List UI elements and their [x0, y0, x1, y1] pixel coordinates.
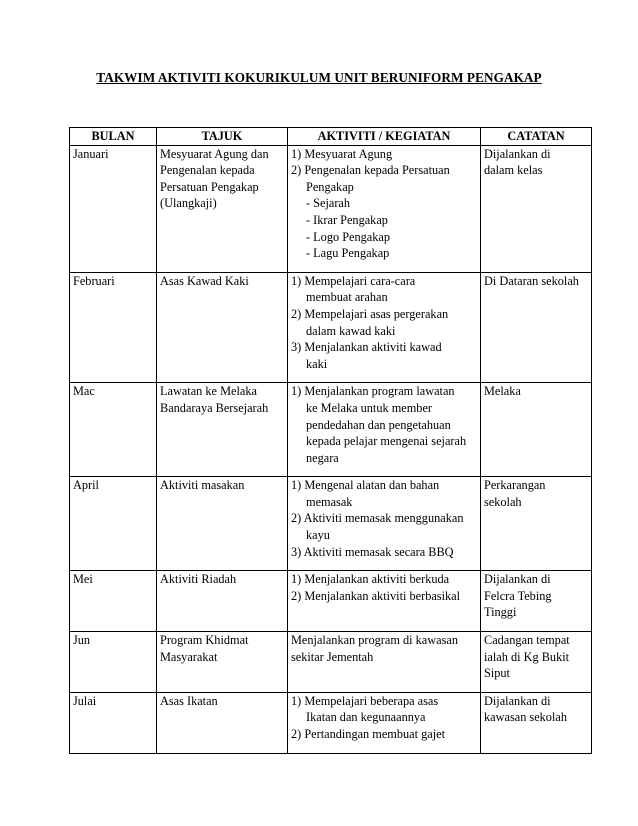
cell-tajuk: [157, 145, 288, 272]
cell-bulan: [70, 383, 157, 477]
activity-line: 1) Mengenal alatan dan bahan: [291, 478, 440, 493]
activity-line: 1) Mesyuarat Agung: [291, 146, 393, 161]
activity-schedule-table: [69, 127, 592, 754]
cell-bulan: [70, 571, 157, 632]
document-title: TAKWIM AKTIVITI KOKURIKULUM UNIT BERUNIFORM PENGAKAP: [96, 70, 542, 85]
cell-catatan: [481, 272, 592, 383]
cell-aktiviti: [288, 632, 481, 693]
activity-line: 2) Pertandingan membuat gajet: [291, 727, 446, 741]
cell-catatan: [481, 477, 592, 571]
cell-bulan: [70, 145, 157, 272]
activity-line: negara: [306, 450, 339, 465]
activity-line: dalam kawad kaki: [306, 323, 396, 338]
note-line: sekolah: [484, 494, 522, 509]
topic-line: Asas Kawad Kaki: [160, 273, 249, 288]
activity-line: Pengakap: [306, 179, 354, 194]
activity-line: 1) Menjalankan aktiviti berkuda: [291, 572, 450, 587]
cell-tajuk: [157, 632, 288, 693]
cell-aktiviti: [288, 383, 481, 477]
activity-line: membuat arahan: [306, 290, 388, 305]
note-line: Siput: [484, 666, 510, 681]
table-row: [70, 145, 592, 272]
activity-line: pendedahan dan pengetahuan: [306, 417, 451, 432]
cell-catatan: [481, 692, 592, 753]
note-line: Di Dataran sekolah: [484, 273, 579, 288]
month-text: Julai: [73, 693, 97, 708]
activity-line: Menjalankan program di kawasan: [291, 633, 458, 648]
month-text: Januari: [73, 146, 109, 161]
cell-catatan: [481, 632, 592, 693]
note-line: Perkarangan: [484, 478, 546, 493]
activity-line: ke Melaka untuk member: [306, 400, 433, 415]
table-row: [70, 272, 592, 383]
topic-line: Asas Ikatan: [160, 693, 218, 708]
table-row: [70, 477, 592, 571]
topic-line: Lawatan ke Melaka: [160, 384, 257, 399]
cell-aktiviti: [288, 477, 481, 571]
note-line: Tinggi: [484, 605, 517, 620]
cell-catatan: [481, 145, 592, 272]
cell-aktiviti: [288, 571, 481, 632]
note-line: Dijalankan di: [484, 693, 551, 708]
cell-aktiviti: [288, 692, 481, 753]
table-row: [70, 692, 592, 753]
activity-line: 2) Menjalankan aktiviti berbasikal: [291, 588, 461, 603]
cell-tajuk: [157, 477, 288, 571]
activity-line: kayu: [306, 528, 330, 543]
header-tajuk: TAJUK: [157, 128, 288, 146]
cell-aktiviti: [288, 145, 481, 272]
topic-line: Aktiviti Riadah: [160, 572, 237, 587]
activity-line: 2) Mempelajari asas pergerakan: [291, 306, 449, 321]
topic-line: Program Khidmat: [160, 633, 249, 648]
activity-line: 3) Aktiviti memasak secara BBQ: [291, 544, 454, 559]
note-line: ialah di Kg Bukit: [484, 649, 570, 664]
topic-line: (Ulangkaji): [160, 196, 217, 211]
topic-line: Persatuan Pengakap: [160, 179, 259, 194]
cell-aktiviti: [288, 272, 481, 383]
topic-line: Mesyuarat Agung dan: [160, 146, 269, 161]
activity-line: kepada pelajar mengenai sejarah: [306, 434, 467, 449]
activity-line: sekitar Jementah: [291, 649, 374, 664]
table-header-row: [70, 128, 592, 146]
topic-line: Pengenalan kepada: [160, 163, 255, 178]
cell-bulan: [70, 272, 157, 383]
header-catatan: CATATAN: [481, 128, 592, 146]
month-text: April: [73, 478, 99, 493]
activity-line: - Ikrar Pengakap: [306, 212, 388, 227]
topic-line: Aktiviti masakan: [160, 478, 245, 493]
activity-line: 1) Mempelajari cara-cara: [291, 273, 416, 288]
note-line: Cadangan tempat: [484, 633, 570, 648]
activity-line: 1) Mempelajari beberapa asas: [291, 693, 439, 708]
activity-line: 2) Aktiviti memasak menggunakan: [291, 511, 464, 526]
activity-line: 3) Menjalankan aktiviti kawad: [291, 340, 442, 355]
cell-tajuk: [157, 272, 288, 383]
month-text: Mei: [73, 572, 93, 587]
note-line: Dijalankan di: [484, 146, 551, 161]
note-line: kawasan sekolah: [484, 710, 567, 725]
note-line: Felcra Tebing: [484, 588, 552, 603]
cell-catatan: [481, 383, 592, 477]
activity-line: 2) Pengenalan kepada Persatuan: [291, 163, 450, 178]
cell-tajuk: [157, 383, 288, 477]
cell-bulan: [70, 477, 157, 571]
month-text: Mac: [73, 384, 95, 399]
cell-catatan: [481, 571, 592, 632]
cell-bulan: [70, 632, 157, 693]
cell-tajuk: [157, 571, 288, 632]
activity-line: - Lagu Pengakap: [306, 246, 390, 261]
note-line: dalam kelas: [484, 163, 543, 178]
header-aktiviti: AKTIVITI / KEGIATAN: [288, 128, 481, 146]
topic-line: Bandaraya Bersejarah: [160, 400, 269, 415]
activity-line: 1) Menjalankan program lawatan: [291, 384, 455, 399]
table-row: [70, 383, 592, 477]
month-text: Jun: [73, 633, 91, 648]
activity-line: - Logo Pengakap: [306, 229, 391, 244]
cell-bulan: [70, 692, 157, 753]
activity-line: - Sejarah: [306, 196, 351, 211]
activity-line: Ikatan dan kegunaannya: [306, 710, 426, 725]
topic-line: Masyarakat: [160, 649, 218, 664]
table-row: [70, 632, 592, 693]
table-row: [70, 571, 592, 632]
cell-tajuk: [157, 692, 288, 753]
note-line: Melaka: [484, 384, 521, 399]
activity-line: memasak: [306, 494, 353, 509]
note-line: Dijalankan di: [484, 572, 551, 587]
header-bulan: BULAN: [70, 128, 157, 146]
month-text: Februari: [73, 273, 115, 288]
activity-line: kaki: [306, 356, 328, 371]
